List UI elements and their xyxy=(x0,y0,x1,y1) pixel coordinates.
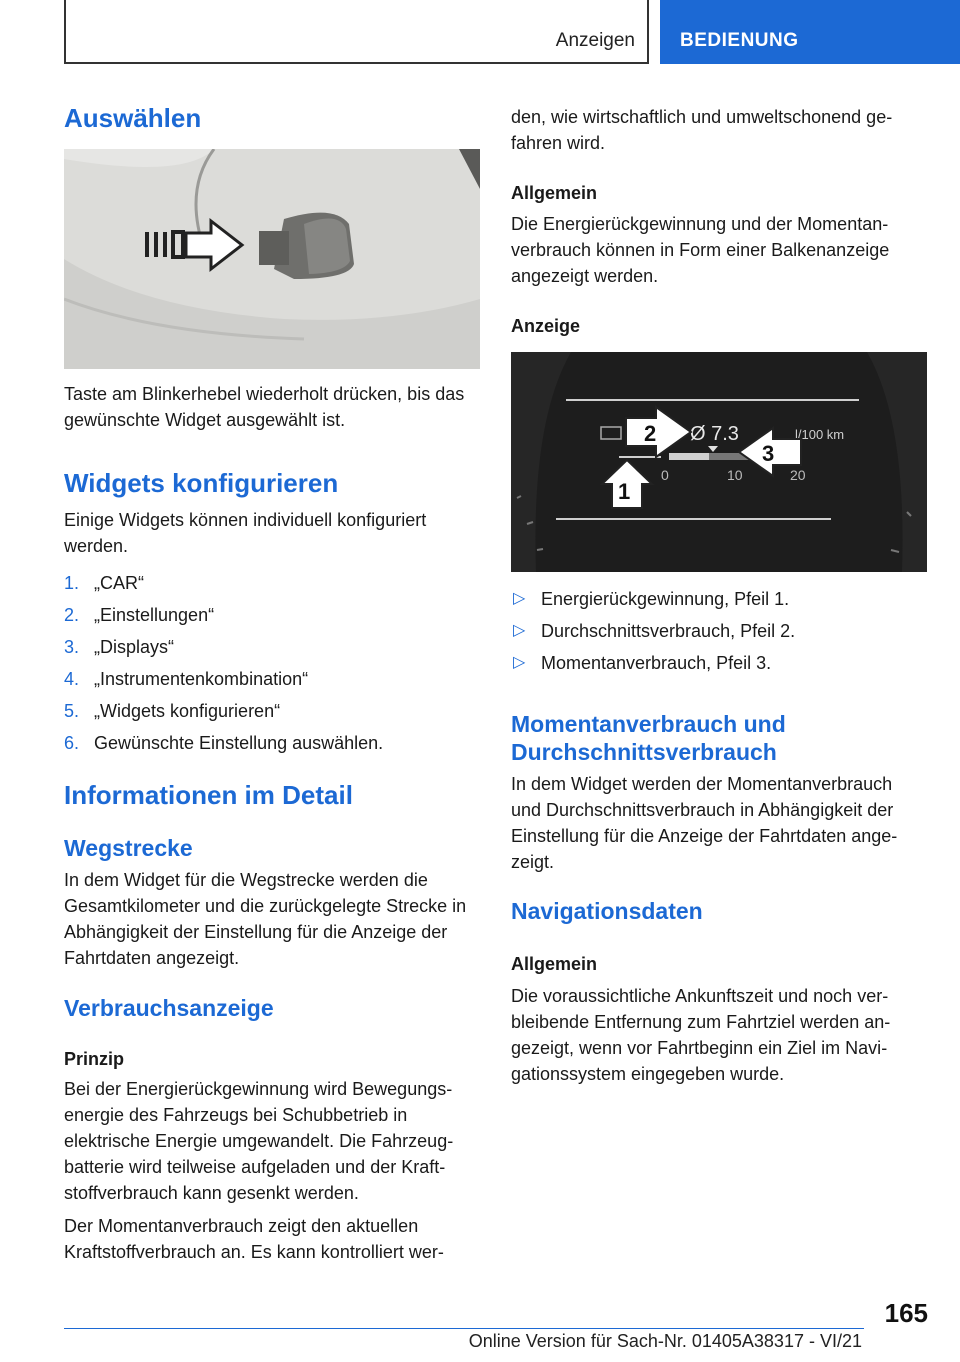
step-item: 1. „CAR“ xyxy=(64,573,144,593)
callout-1: 1 xyxy=(618,479,631,504)
display-illustration xyxy=(511,352,927,572)
header-section-box xyxy=(64,0,649,64)
footer-rule xyxy=(64,1328,864,1329)
allgemein-text: Die Energierückgewinnung und der Momentanverbrauch können in Form einer Balkenanzeige angezeigt werden. xyxy=(511,214,890,286)
continued-text: den, wie wirtschaftlich und umweltschonend gefahren wird. xyxy=(511,107,893,153)
list-item: ▷ Energierückgewinnung, Pfeil 1. xyxy=(513,589,790,609)
prinzip-text: Bei der Energierückgewinnung wird Bewegungsenergie des Fahrzeugs bei Schubbetrieb in elektrische Energie umgewandelt. Die Fahrzeugbatterie wird teilweise aufgeladen und der Kraftstoffverbrauch kann gesenkt werden. xyxy=(64,1079,454,1203)
image-caption: Taste am Blinkerhebel wiederholt drücken, bis das gewünschte Widget ausgewählt ist. xyxy=(64,384,465,430)
tick-label: 20 xyxy=(790,467,806,483)
heading-momentanverbrauch: Momentanverbrauch und Durchschnittsverbrauch xyxy=(511,711,786,765)
list-item: ▷ Momentanverbrauch, Pfeil 3. xyxy=(513,653,772,673)
subheading-anzeige: Anzeige xyxy=(511,316,581,336)
step-item: 6. Gewünschte Einstellung auswählen. xyxy=(64,733,384,753)
steps-list xyxy=(64,570,480,762)
step-item: 2. „Einstellungen“ xyxy=(64,605,215,625)
wegstrecke-text: In dem Widget für die Wegstrecke werden die Gesamtkilometer und die zurückgelegte Strecke in Abhängigkeit der Einstellung für die Anzeige der Fahrtdaten angezeigt. xyxy=(64,870,467,968)
widgets-intro: Einige Widgets können individuell konfiguriert werden. xyxy=(64,510,427,556)
header-chapter-label: BEDIENUNG xyxy=(680,30,799,51)
heading-auswaehlen: Auswählen xyxy=(64,103,202,133)
step-item: 5. „Widgets konfigurieren“ xyxy=(64,701,281,721)
heading-verbrauchsanzeige: Verbrauchsanzeige xyxy=(64,995,274,1021)
heading-navigationsdaten: Navigationsdaten xyxy=(511,898,703,924)
heading-informationen: Informationen im Detail xyxy=(64,780,353,810)
arrow-legend-list xyxy=(511,586,927,682)
avg-value: Ø 7.3 xyxy=(690,423,739,445)
subheading-allgemein: Allgemein xyxy=(511,183,598,203)
step-item: 3. „Displays“ xyxy=(64,637,175,657)
step-item: 4. „Instrumentenkombination“ xyxy=(64,669,309,689)
callout-2: 2 xyxy=(644,421,657,446)
momentanverbrauch-widget-text: In dem Widget werden der Momentanverbrauch und Durchschnittsverbrauch in Abhängigkeit der Einstellung für die Anzeige der Fahrtdaten angezeigt. xyxy=(511,774,898,872)
consumption-display-image xyxy=(511,352,927,572)
header-section-label: Anzeigen xyxy=(555,30,635,51)
heading-wegstrecke: Wegstrecke xyxy=(64,835,193,861)
subheading-allgemein-navi: Allgemein xyxy=(511,954,598,974)
navi-text: Die voraussichtliche Ankunftszeit und noch verbleibende Entfernung zum Fahrtziel werden angezeigt, wenn vor Fahrtbeginn ein Ziel im Navigationssystem eingegeben wurde. xyxy=(511,986,891,1084)
unit-label: l/100 km xyxy=(795,427,845,442)
tick-label: 10 xyxy=(727,467,743,483)
list-item: ▷ Durchschnittsverbrauch, Pfeil 2. xyxy=(513,621,796,641)
header-chapter-tab xyxy=(660,0,960,64)
momentanverbrauch-text: Der Momentanverbrauch zeigt den aktuellen Kraftstoffverbrauch an. Es kann kontrolliert wer- xyxy=(64,1216,444,1262)
footer-online-version: Online Version für Sach-Nr. 01405A38317 - VI/21 xyxy=(468,1331,862,1351)
callout-3: 3 xyxy=(762,441,775,466)
lever-illustration xyxy=(64,149,480,369)
subheading-prinzip: Prinzip xyxy=(64,1049,125,1069)
turn-signal-lever-image xyxy=(64,149,480,369)
page-number: 165 xyxy=(884,1298,928,1328)
heading-widgets-konfigurieren: Widgets konfigurieren xyxy=(64,468,339,498)
tick-label: 0 xyxy=(661,467,669,483)
